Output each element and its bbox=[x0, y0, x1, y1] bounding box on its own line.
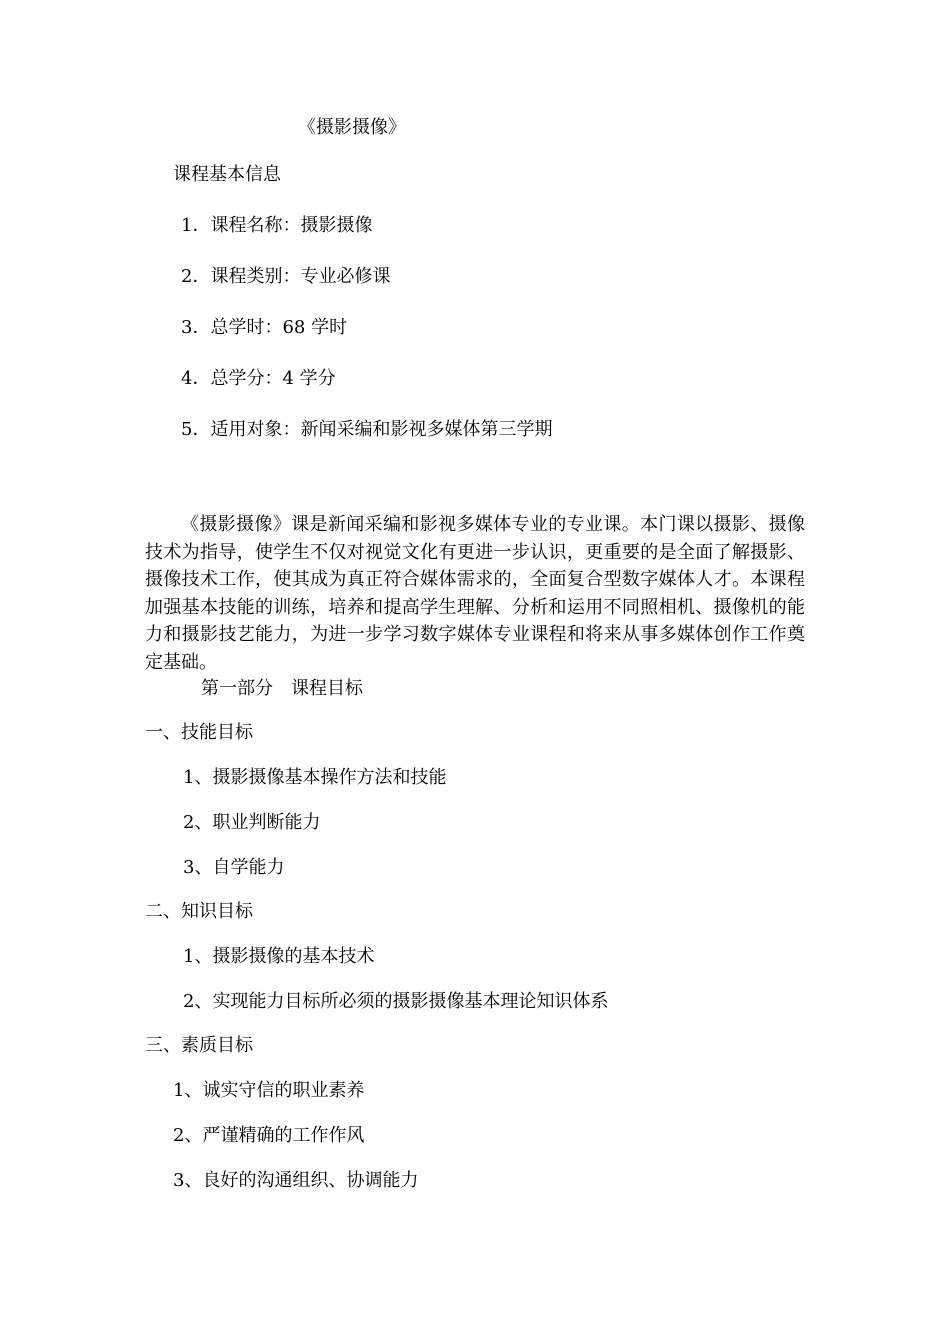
part1-heading: 第一部分 课程目标 bbox=[201, 678, 363, 699]
info-item-course-name: 1．课程名称：摄影摄像 bbox=[181, 215, 373, 236]
info-item-audience: 5．适用对象：新闻采编和影视多媒体第三学期 bbox=[181, 419, 553, 440]
quality-item-2: 2、严谨精确的工作作风 bbox=[173, 1125, 365, 1146]
skill-item-2: 2、职业判断能力 bbox=[183, 812, 321, 833]
basic-info-heading: 课程基本信息 bbox=[173, 164, 281, 185]
section-skill-heading: 一、技能目标 bbox=[145, 722, 253, 743]
quality-item-1: 1、诚实守信的职业素养 bbox=[173, 1080, 365, 1101]
info-item-total-credits: 4．总学分：4 学分 bbox=[181, 368, 336, 389]
info-item-total-hours: 3．总学时：68 学时 bbox=[181, 317, 348, 338]
document-title: 《摄影摄像》 bbox=[298, 117, 406, 138]
section-quality-heading: 三、素质目标 bbox=[145, 1035, 253, 1056]
skill-item-1: 1、摄影摄像基本操作方法和技能 bbox=[183, 767, 447, 788]
info-item-course-type: 2．课程类别：专业必修课 bbox=[181, 266, 391, 287]
skill-item-3: 3、自学能力 bbox=[183, 857, 285, 878]
knowledge-item-1: 1、摄影摄像的基本技术 bbox=[183, 946, 375, 967]
section-knowledge-heading: 二、知识目标 bbox=[145, 901, 253, 922]
quality-item-3: 3、良好的沟通组织、协调能力 bbox=[173, 1170, 419, 1191]
course-intro-paragraph: 《摄影摄像》课是新闻采编和影视多媒体专业的专业课。本门课以摄影、摄像技术为指导，使学生不仅对视觉文化有更进一步认识，更重要的是全面了解摄影、摄像技术工作，使其成为真正符合媒体需求的，全面复合型数字媒体人才。本课程加强基本技能的训练，培养和提高学生理解、分析和运用不同照相机、摄像机的能力和摄影技艺能力，为进一步学习数字媒体专业课程和将来从事多媒体创作工作奠定基础。 bbox=[145, 514, 805, 673]
knowledge-item-2: 2、实现能力目标所必须的摄影摄像基本理论知识体系 bbox=[183, 991, 609, 1012]
